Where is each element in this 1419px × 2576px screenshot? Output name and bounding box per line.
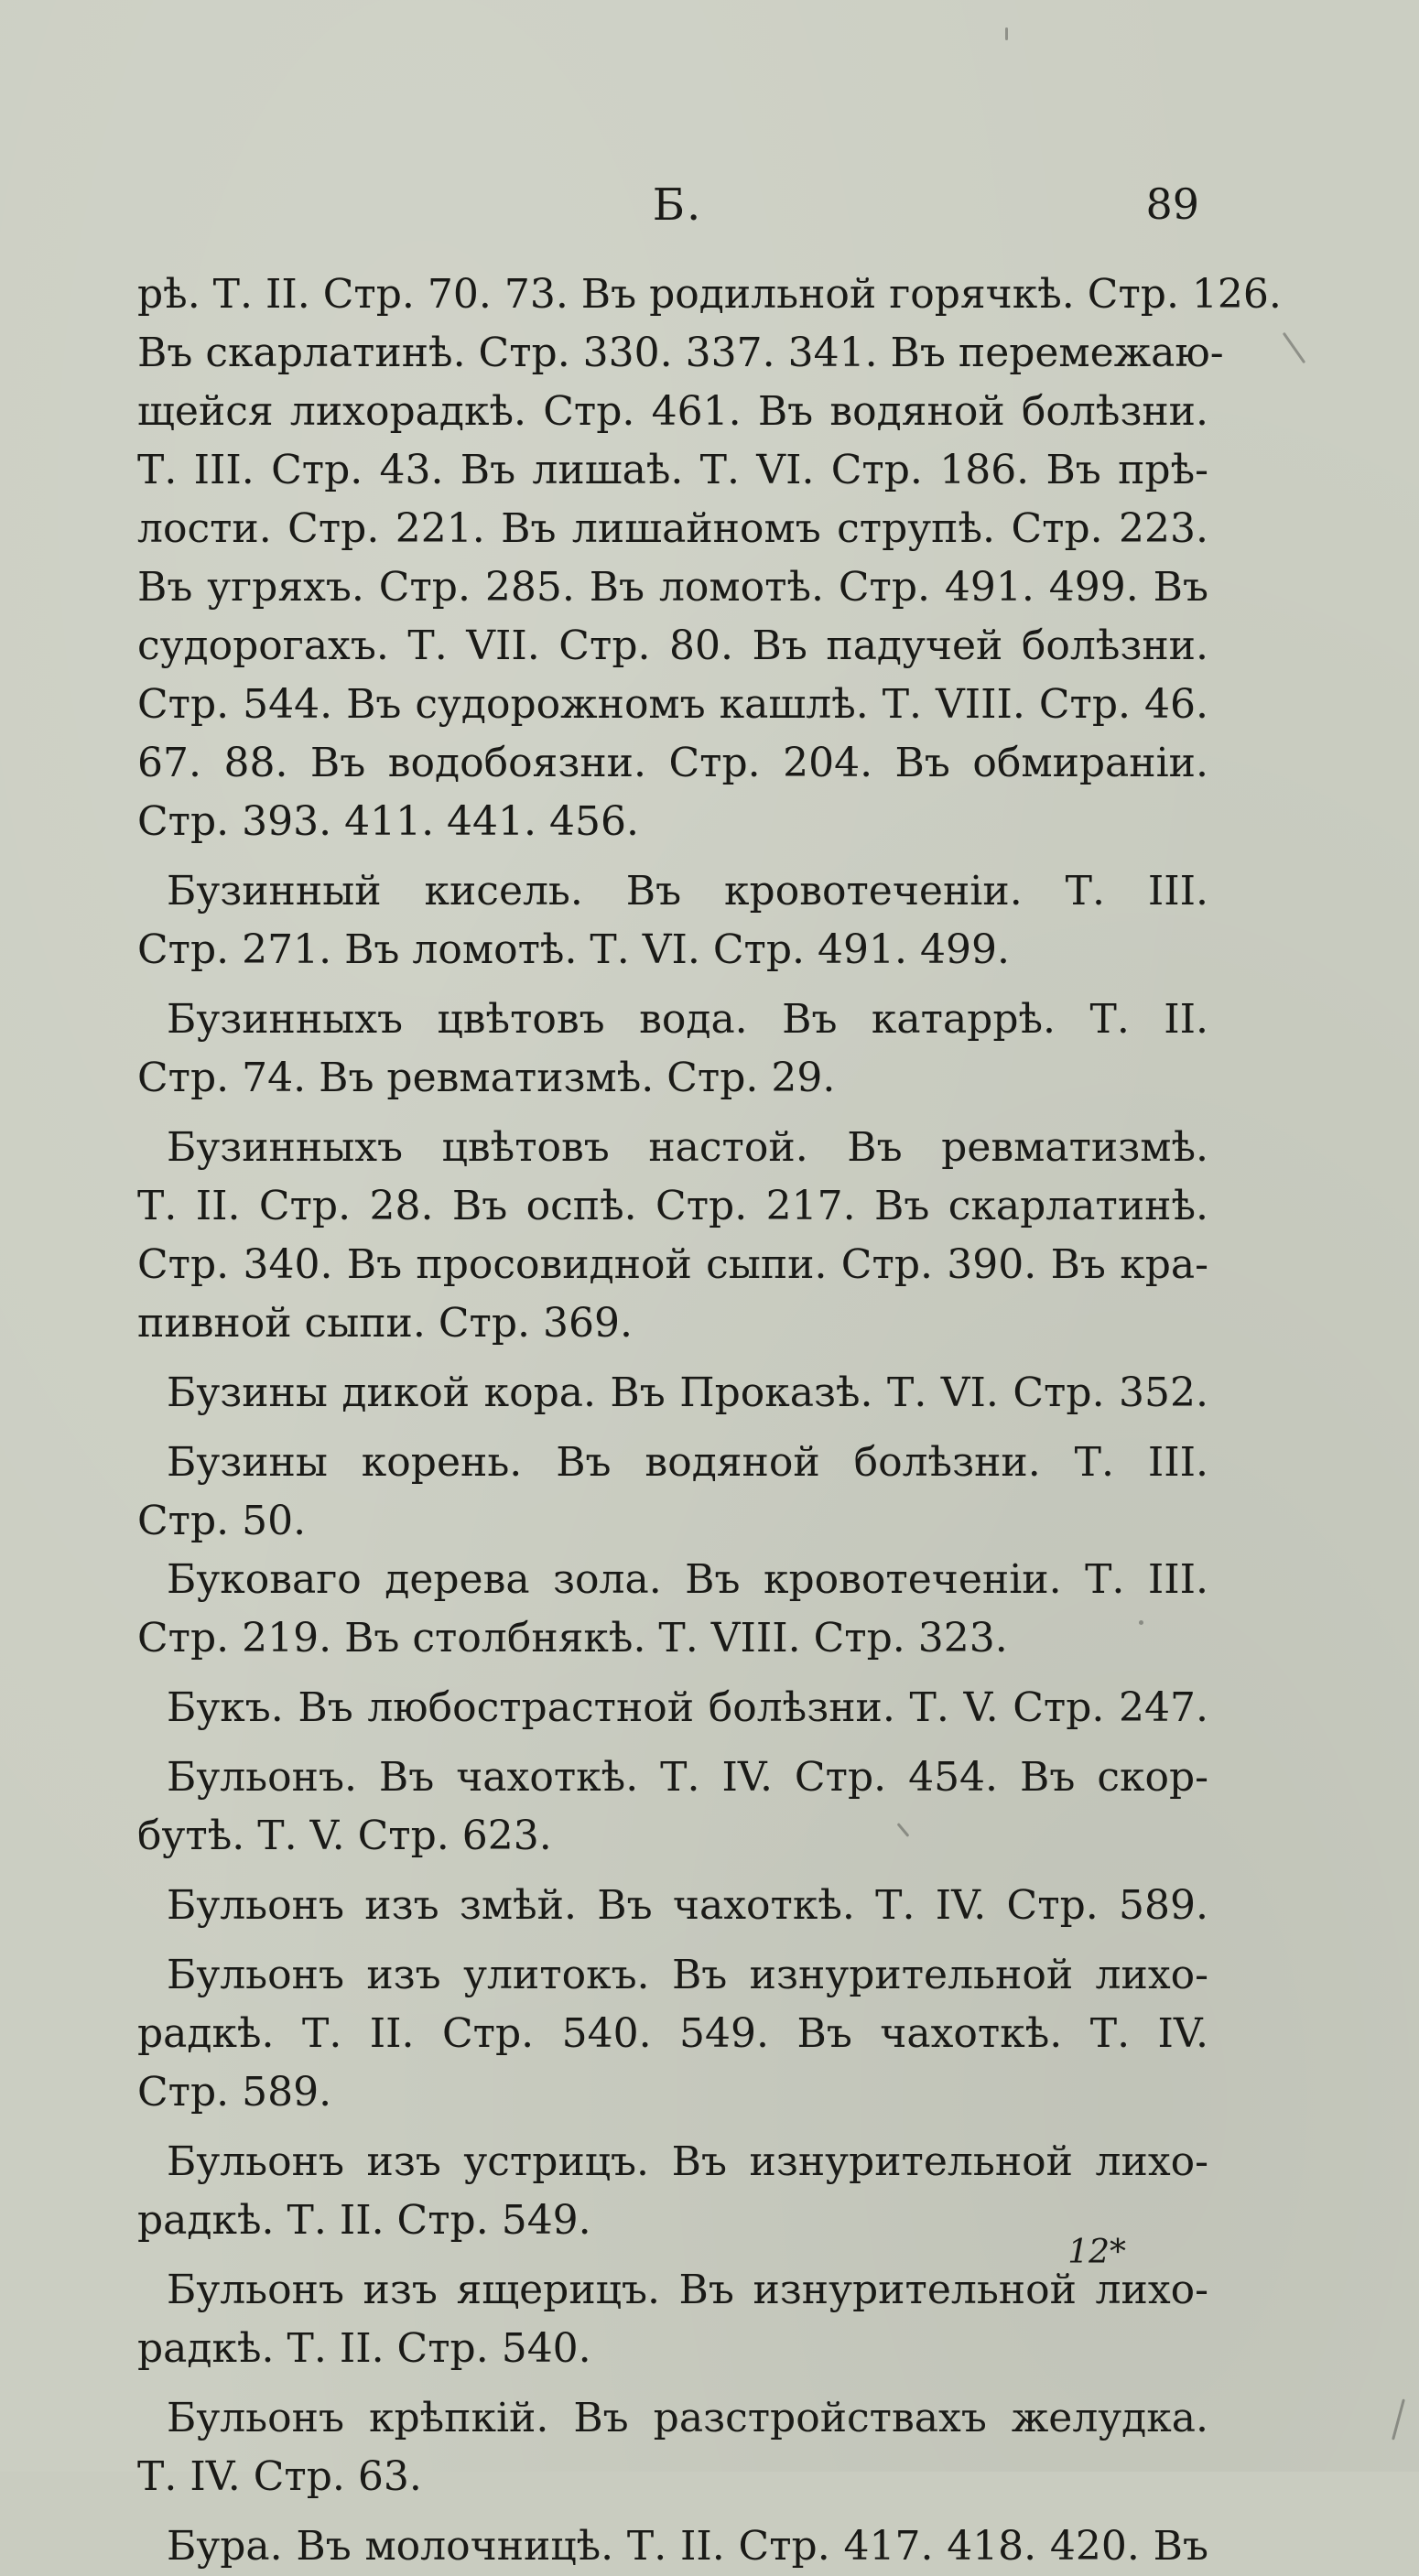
- page-header: [0, 179, 1419, 244]
- text-line: бутѣ. Т. V. Стр. 623.: [137, 1813, 552, 1859]
- text-line: Т. IV. Стр. 63.: [137, 2453, 422, 2500]
- text-line: лости. Стр. 221. Въ лишайномъ струпѣ. Стр. 223.: [137, 505, 1208, 552]
- text-line: Въ угряхъ. Стр. 285. Въ ломотѣ. Стр. 491. 499. Въ: [137, 564, 1208, 611]
- paper-speck: [1392, 2398, 1405, 2440]
- entry-heading-line: Бульонъ крѣпкій. Въ разстройствахъ желудка.: [167, 2395, 1208, 2441]
- entry-heading-line: Бузинный кисель. Въ кровотеченіи. Т. III.: [167, 868, 1208, 915]
- entry-heading-line: Бульонъ изъ улитокъ. Въ изнурительной лихо-: [167, 1952, 1208, 1998]
- entry-heading-line: Бульонъ изъ устрицъ. Въ изнурительной лихо-: [167, 2138, 1208, 2185]
- entry-heading-line: Бульонъ изъ ящерицъ. Въ изнурительной лихо-: [167, 2267, 1208, 2313]
- entry-heading-line: Бузины дикой кора. Въ Проказѣ. Т. VI. Стр. 352.: [167, 1369, 1208, 1416]
- text-line: Стр. 393. 411. 441. 456.: [137, 798, 639, 845]
- running-head: Б.: [652, 179, 703, 231]
- text-line: щейся лихорадкѣ. Стр. 461. Въ водяной болѣзни.: [137, 388, 1208, 435]
- text-line: Въ скарлатинѣ. Стр. 330. 337. 341. Въ перемежаю-: [137, 330, 1224, 376]
- text-line: Стр. 50.: [137, 1498, 307, 1544]
- entry-heading-line: Буковаго дерева зола. Въ кровотеченіи. Т. III.: [167, 1556, 1208, 1603]
- text-line: 67. 88. Въ водобоязни. Стр. 204. Въ обмираніи.: [137, 740, 1208, 786]
- signature-mark: 12*: [1067, 2234, 1126, 2271]
- text-line: Стр. 219. Въ столбнякѣ. Т. VIII. Стр. 323.: [137, 1615, 1008, 1661]
- entry-heading-line: Букъ. Въ любострастной болѣзни. Т. V. Стр. 247.: [167, 1684, 1208, 1731]
- paper-speck: [1005, 27, 1008, 40]
- text-line: радкѣ. Т. II. Стр. 540. 549. Въ чахоткѣ. Т. IV.: [137, 2010, 1208, 2057]
- index-text: [137, 265, 1282, 2576]
- paper-speck: [1283, 332, 1305, 363]
- text-line: пивной сыпи. Стр. 369.: [137, 1300, 633, 1347]
- entry-heading-line: Бура. Въ молочницѣ. Т. II. Стр. 417. 418. 420. Въ: [167, 2523, 1208, 2570]
- entry-heading-line: Бульонъ изъ змѣй. Въ чахоткѣ. Т. IV. Стр. 589.: [167, 1882, 1208, 1929]
- text-line: Стр. 544. Въ судорожномъ кашлѣ. Т. VIII. Стр. 46.: [137, 681, 1208, 728]
- text-line: Стр. 589.: [137, 2069, 332, 2116]
- text-line: Т. III. Стр. 43. Въ лишаѣ. Т. VI. Стр. 186. Въ прѣ-: [137, 447, 1208, 493]
- entry-heading-line: Бузинныхъ цвѣтовъ настой. Въ ревматизмѣ.: [167, 1124, 1208, 1171]
- text-line: Стр. 271. Въ ломотѣ. Т. VI. Стр. 491. 499.: [137, 926, 1010, 973]
- entry-heading-line: Бузинныхъ цвѣтовъ вода. Въ катаррѣ. Т. II.: [167, 996, 1208, 1043]
- text-line: Стр. 74. Въ ревматизмѣ. Стр. 29.: [137, 1055, 836, 1101]
- entry-heading-line: Бузины корень. Въ водяной болѣзни. Т. III.: [167, 1439, 1208, 1486]
- text-line: Стр. 340. Въ просовидной сыпи. Стр. 390. Въ кра-: [137, 1241, 1208, 1288]
- text-line: Т. II. Стр. 28. Въ оспѣ. Стр. 217. Въ скарлатинѣ.: [137, 1183, 1208, 1229]
- text-line: радкѣ. Т. II. Стр. 540.: [137, 2325, 591, 2372]
- text-line: судорогахъ. Т. VII. Стр. 80. Въ падучей болѣзни.: [137, 622, 1208, 669]
- text-line: рѣ. Т. II. Стр. 70. 73. Въ родильной горячкѣ. Стр. 126.: [137, 271, 1282, 318]
- entry-heading-line: Бульонъ. Въ чахоткѣ. Т. IV. Стр. 454. Въ скор-: [167, 1754, 1208, 1801]
- paper-speck: [1139, 1620, 1143, 1625]
- page-number: 89: [1145, 179, 1199, 229]
- text-line: радкѣ. Т. II. Стр. 549.: [137, 2197, 591, 2244]
